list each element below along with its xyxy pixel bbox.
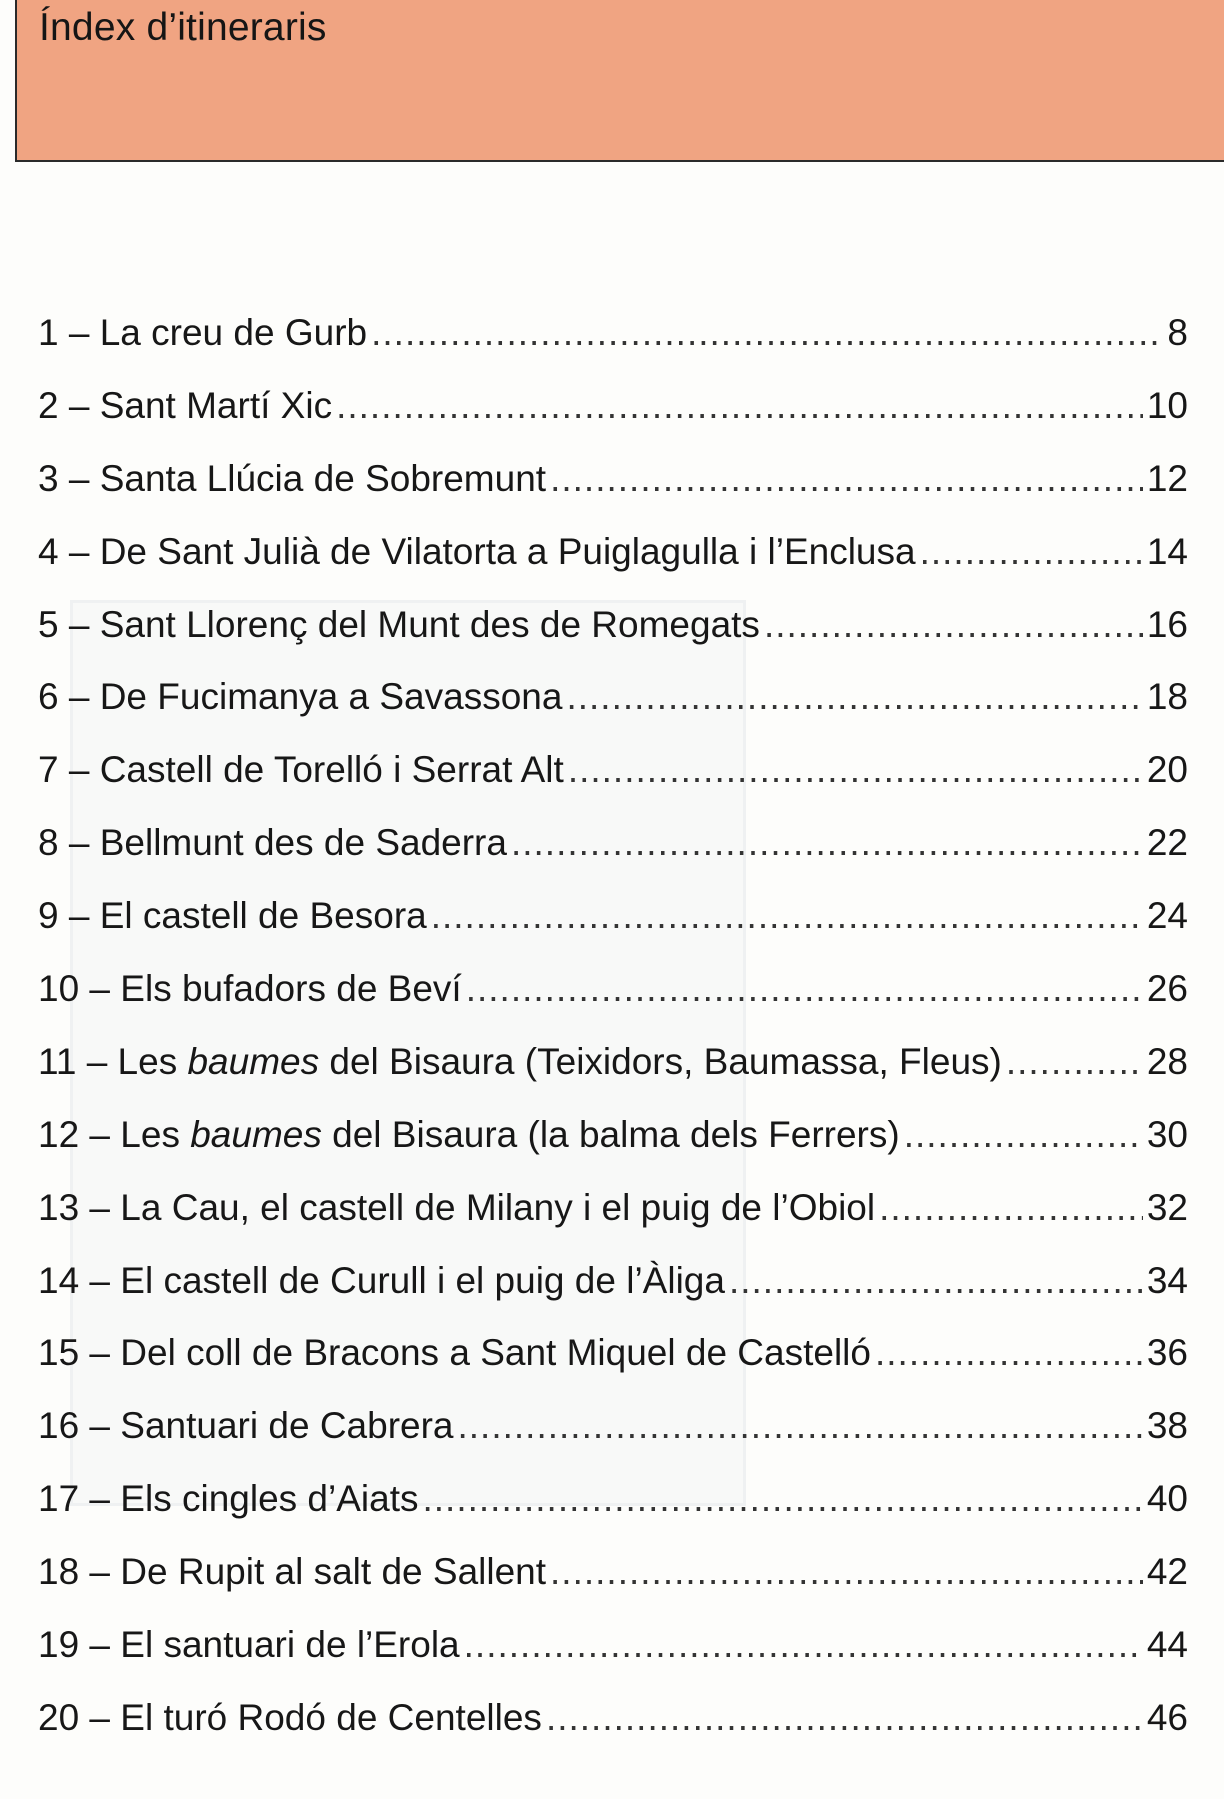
toc-entry-page: 36 <box>1146 1332 1188 1374</box>
toc-entry-title-part: del Bisaura (Teixidors, Baumassa, Fleus) <box>319 1040 1002 1082</box>
toc-entry[interactable] <box>38 376 1188 449</box>
dot-leader <box>511 813 1143 873</box>
toc-entry[interactable] <box>38 1323 1188 1396</box>
toc-entry[interactable] <box>38 1469 1188 1542</box>
toc-entry[interactable] <box>38 1396 1188 1469</box>
toc-entry-title: 7 – Castell de Torelló i Serrat Alt <box>38 749 564 791</box>
dot-leader <box>466 959 1143 1019</box>
dot-leader <box>464 1615 1143 1675</box>
toc-entry-title: 1 – La creu de Gurb <box>38 312 368 353</box>
dot-leader <box>546 1688 1143 1748</box>
dot-leader <box>875 1323 1143 1383</box>
dot-leader <box>336 376 1143 436</box>
toc-entry-title: 2 – Sant Martí Xic <box>38 384 333 426</box>
toc-entry-title: 13 – La Cau, el castell de Milany i el puig de l’Obiol <box>38 1186 876 1228</box>
dot-leader <box>568 740 1143 800</box>
toc-entry[interactable] <box>38 813 1188 886</box>
toc-entry-title: 4 – De Sant Julià de Vilatorta a Puiglagulla i l’Enclusa <box>38 530 916 572</box>
toc-entry[interactable] <box>38 886 1188 959</box>
dot-leader <box>371 303 1158 363</box>
page-title: Índex d’itineraris <box>39 6 327 49</box>
toc-entry-title <box>38 1105 900 1165</box>
toc-entry-title: 15 – Del coll de Bracons a Sant Miquel de Castelló <box>38 1332 871 1374</box>
toc-entry[interactable] <box>38 522 1188 595</box>
toc-entry-page: 22 <box>1146 822 1188 864</box>
toc-entry-page: 46 <box>1146 1696 1188 1738</box>
toc-entry-title: 9 – El castell de Besora <box>38 895 427 937</box>
toc-entry[interactable] <box>38 959 1188 1032</box>
toc-entry-title: 8 – Bellmunt des de Saderra <box>38 822 507 864</box>
toc-entry-title: 18 – De Rupit al salt de Sallent <box>38 1551 547 1593</box>
toc-entry[interactable] <box>38 1615 1188 1688</box>
dot-leader <box>729 1251 1143 1311</box>
toc-entry-page: 8 <box>1167 312 1188 353</box>
table-of-contents <box>38 303 1188 1761</box>
toc-entry[interactable] <box>38 1032 1188 1105</box>
toc-entry-title: 20 – El turó Rodó de Centelles <box>38 1696 542 1738</box>
dot-leader <box>764 595 1143 655</box>
dot-leader <box>550 449 1143 509</box>
toc-entry[interactable] <box>38 1542 1188 1615</box>
toc-entry-title: 10 – Els bufadors de Beví <box>38 968 462 1010</box>
toc-entry-title: 16 – Santuari de Cabrera <box>38 1405 454 1447</box>
toc-entry[interactable] <box>38 303 1188 376</box>
toc-entry[interactable] <box>38 449 1188 522</box>
toc-entry-title-part: 12 – Les <box>38 1113 191 1155</box>
dot-leader <box>920 522 1143 582</box>
toc-entry[interactable] <box>38 667 1188 740</box>
toc-entry-title: 19 – El santuari de l’Erola <box>38 1624 460 1666</box>
toc-entry-page: 40 <box>1146 1478 1188 1520</box>
toc-entry-page: 32 <box>1146 1186 1188 1228</box>
toc-entry-page: 24 <box>1146 895 1188 937</box>
dot-leader <box>431 886 1143 946</box>
toc-entry-page: 30 <box>1146 1113 1188 1155</box>
toc-entry-title: 14 – El castell de Curull i el puig de l’Àliga <box>38 1259 725 1301</box>
toc-entry-title-emphasis: baumes <box>190 1113 322 1155</box>
toc-entry[interactable] <box>38 1105 1188 1178</box>
toc-entry[interactable] <box>38 1688 1188 1761</box>
toc-entry-page: 42 <box>1146 1551 1188 1593</box>
toc-entry-page: 34 <box>1146 1259 1188 1301</box>
toc-entry-title: 3 – Santa Llúcia de Sobremunt <box>38 457 547 499</box>
dot-leader <box>904 1105 1143 1165</box>
toc-entry[interactable] <box>38 595 1188 668</box>
toc-entry-page: 10 <box>1146 384 1188 426</box>
toc-entry-title-part: del Bisaura (la balma dels Ferrers) <box>321 1113 900 1155</box>
toc-entry[interactable] <box>38 1178 1188 1251</box>
toc-entry-title: 17 – Els cingles d’Aiats <box>38 1478 419 1520</box>
toc-entry-page: 18 <box>1146 676 1188 718</box>
dot-leader <box>566 667 1142 727</box>
toc-entry-page: 28 <box>1146 1040 1188 1082</box>
toc-entry-page: 26 <box>1146 968 1188 1010</box>
dot-leader <box>550 1542 1143 1602</box>
toc-entry-title: 6 – De Fucimanya a Savassona <box>38 676 563 718</box>
toc-entry[interactable] <box>38 1251 1188 1324</box>
toc-entry-title-part: 11 – Les <box>38 1040 188 1082</box>
toc-entry-title-emphasis: baumes <box>187 1040 320 1082</box>
dot-leader <box>458 1396 1143 1456</box>
toc-entry-page: 38 <box>1146 1405 1188 1447</box>
toc-entry-page: 20 <box>1146 749 1188 791</box>
toc-entry-title <box>38 1032 1002 1092</box>
toc-entry-page: 14 <box>1146 530 1188 572</box>
toc-entry-page: 12 <box>1146 457 1188 499</box>
toc-entry[interactable] <box>38 740 1188 813</box>
dot-leader <box>1006 1032 1143 1092</box>
toc-entry-title: 5 – Sant Llorenç del Munt des de Romegats <box>38 603 760 645</box>
dot-leader <box>879 1178 1143 1238</box>
toc-entry-page: 44 <box>1146 1624 1188 1666</box>
toc-entry-page: 16 <box>1146 603 1188 645</box>
dot-leader <box>422 1469 1142 1529</box>
